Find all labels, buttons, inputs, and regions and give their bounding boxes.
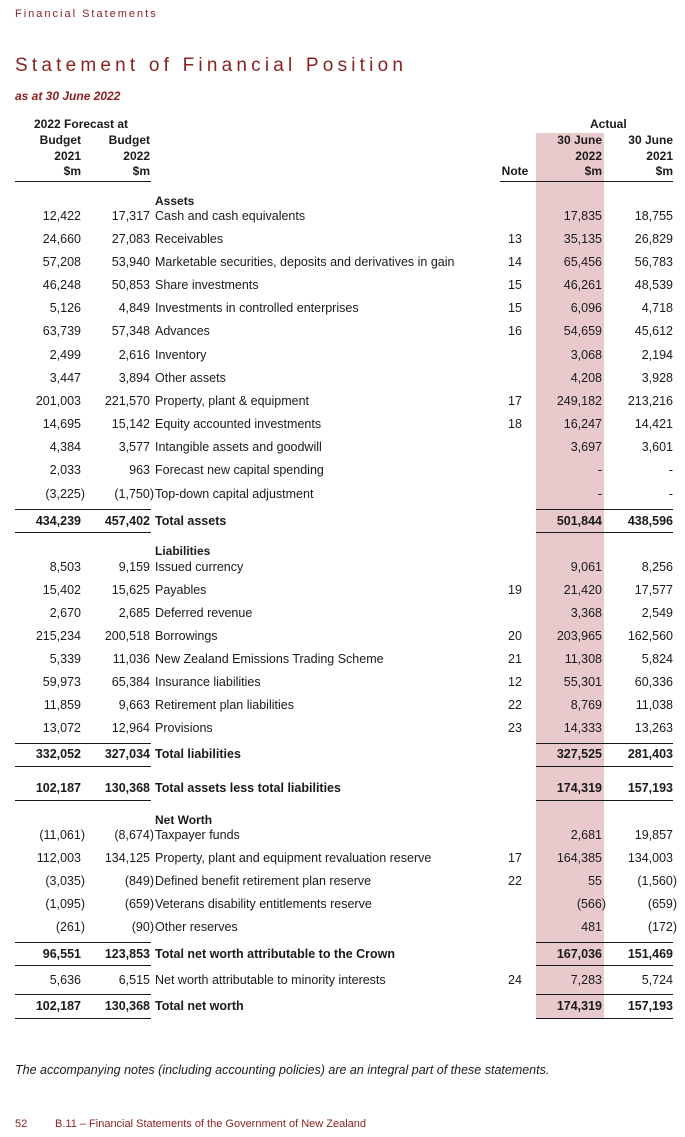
net-assets-rule-right <box>536 800 673 801</box>
page-title: Statement of Financial Position <box>15 55 408 76</box>
budget-2021-header: Budget 2021 $m <box>39 133 81 178</box>
table-row: 5,126 4,849 Investments in controlled enterprises 15 6,096 4,718 <box>49 301 673 315</box>
table-row: 59,973 65,384 Insurance liabilities 12 55,301 60,336 <box>42 675 673 689</box>
total-assets-rule-top-left <box>15 509 151 510</box>
crown-total-rule-top-right <box>536 942 673 943</box>
total-row-liabilities: 332,052 327,034 Total liabilities 327,525 281,403 <box>35 747 673 761</box>
actual-2022-header: 30 June 2022 $m <box>557 133 602 178</box>
net-worth-total-rule-bottom-right <box>536 1018 673 1019</box>
table-row: 4,384 3,577 Intangible assets and goodwill 3,697 3,601 <box>49 440 673 454</box>
table-row: 3,447 3,894 Other assets 4,208 3,928 <box>49 371 673 385</box>
header-rule-left <box>15 181 151 182</box>
table-row: 24,660 27,083 Receivables 13 35,135 26,829 <box>42 232 673 246</box>
table-row: (261) (90) Other reserves 481 (172) <box>55 920 677 934</box>
section-label-liabilities: Liabilities <box>155 544 211 558</box>
budget-2022-header: Budget 2022 $m <box>108 133 150 178</box>
total-row-net-worth: 102,187 130,368 Total net worth 174,319 157,193 <box>35 999 673 1013</box>
total-row-assets: 434,239 457,402 Total assets 501,844 438,596 <box>35 514 673 528</box>
forecast-group-header: 2022 Forecast at <box>34 117 129 131</box>
table-row: 15,402 15,625 Payables 19 21,420 17,577 <box>42 583 673 597</box>
page-number: 52 <box>15 1118 28 1130</box>
crown-total-rule-bottom-left <box>15 965 151 966</box>
table-row: (11,061) (8,674) Taxpayer funds 2,681 19,857 <box>39 828 673 842</box>
actual-group-header: Actual <box>590 117 627 131</box>
table-row: 201,003 221,570 Property, plant & equipment 17 249,182 213,216 <box>35 394 673 408</box>
crown-total-rule-bottom-right <box>536 965 673 966</box>
table-row: (1,095) (659) Veterans disability entitlements reserve (566) (659) <box>45 897 677 911</box>
section-header: Financial Statements <box>15 8 158 20</box>
table-row: 215,234 200,518 Borrowings 20 203,965 162,560 <box>35 629 673 643</box>
total-assets-rule-bottom-left <box>15 532 151 533</box>
page-subtitle: as at 30 June 2022 <box>15 89 121 103</box>
table-row: 13,072 12,964 Provisions 23 14,333 13,263 <box>42 721 673 735</box>
note-header: Note <box>501 164 529 178</box>
total-row-crown-net-worth: 96,551 123,853 Total net worth attributable to the Crown 167,036 151,469 <box>42 947 673 961</box>
total-assets-rule-bottom-right <box>536 532 673 533</box>
actual-2021-header: 30 June 2021 $m <box>628 133 673 178</box>
table-row: 2,033 963 Forecast new capital spending - - <box>49 463 673 477</box>
total-assets-rule-top-right <box>536 509 673 510</box>
table-row: 2,499 2,616 Inventory 3,068 2,194 <box>49 348 673 362</box>
table-row: (3,035) (849) Defined benefit retirement plan reserve 22 55 (1,560) <box>45 874 677 888</box>
table-row: 5,636 6,515 Net worth attributable to minority interests 24 7,283 5,724 <box>49 973 673 987</box>
net-worth-total-rule-top-right <box>536 994 673 995</box>
total-liabilities-rule-bottom-right <box>536 766 673 767</box>
table-row: 12,422 17,317 Cash and cash equivalents 17,835 18,755 <box>42 209 673 223</box>
table-row: 14,695 15,142 Equity accounted investments 18 16,247 14,421 <box>42 417 673 431</box>
table-row: 112,003 134,125 Property, plant and equipment revaluation reserve 17 164,385 134,003 <box>36 851 673 865</box>
crown-total-rule-top-left <box>15 942 151 943</box>
net-worth-total-rule-top-left <box>15 994 151 995</box>
total-row-net-assets: 102,187 130,368 Total assets less total liabilities 174,319 157,193 <box>35 781 673 795</box>
table-row: 8,503 9,159 Issued currency 9,061 8,256 <box>49 560 673 574</box>
table-row: 5,339 11,036 New Zealand Emissions Trading Scheme 21 11,308 5,824 <box>49 652 673 666</box>
footnote: The accompanying notes (including accounting policies) are an integral part of these statements. <box>15 1063 550 1077</box>
table-row: (3,225) (1,750) Top-down capital adjustment - - <box>45 487 673 501</box>
table-row: 63,739 57,348 Advances 16 54,659 45,612 <box>42 324 673 338</box>
total-liabilities-rule-bottom-left <box>15 766 151 767</box>
table-row: 11,859 9,663 Retirement plan liabilities 22 8,769 11,038 <box>43 698 673 712</box>
section-label-net-worth: Net Worth <box>155 813 213 827</box>
table-row: 46,248 50,853 Share investments 15 46,261 48,539 <box>42 278 673 292</box>
total-liabilities-rule-top-left <box>15 743 151 744</box>
net-worth-total-rule-bottom-left <box>15 1018 151 1019</box>
header-rule-right <box>500 181 673 182</box>
table-row: 2,670 2,685 Deferred revenue 3,368 2,549 <box>49 606 673 620</box>
net-assets-rule-left <box>15 800 151 801</box>
total-liabilities-rule-top-right <box>536 743 673 744</box>
section-label-assets: Assets <box>155 194 195 208</box>
table-row: 57,208 53,940 Marketable securities, deposits and derivatives in gain 14 65,456 56,783 <box>42 255 673 269</box>
document-title: B.11 – Financial Statements of the Government of New Zealand <box>55 1118 367 1130</box>
